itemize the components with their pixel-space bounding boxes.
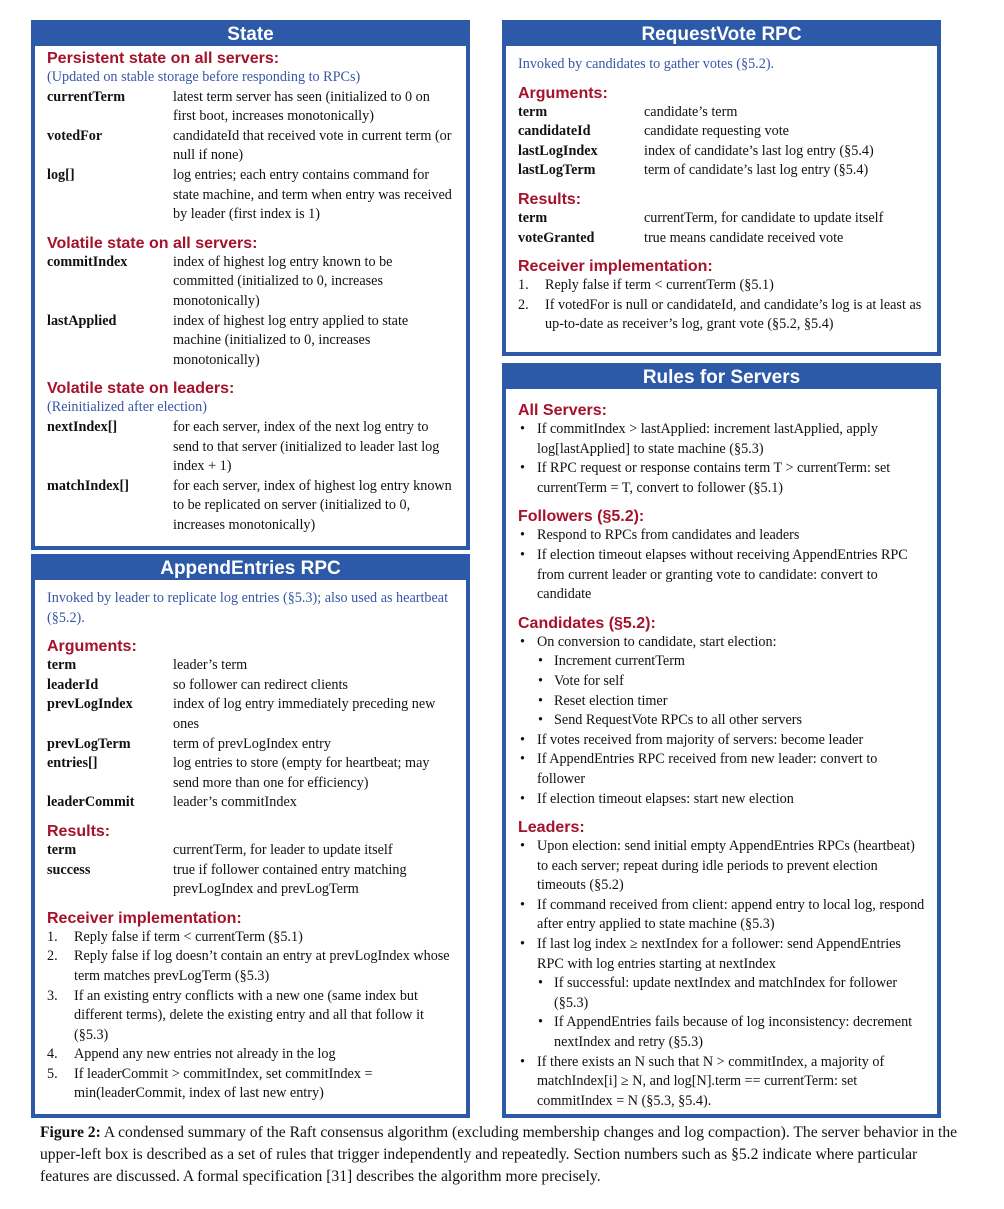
candidates-intro: On conversion to candidate, start election: (537, 633, 777, 650)
list-item (47, 1065, 456, 1104)
kv-value: for each server, index of highest log entry known to be replicated on server (initialized to 0, increases monotonically) (173, 477, 452, 533)
kv-value: currentTerm, for candidate to update itself (644, 209, 884, 226)
kv-row (47, 735, 456, 755)
kv-row (47, 127, 456, 166)
kv-key: term (47, 841, 77, 858)
kv-key: currentTerm (47, 88, 126, 105)
kv-key: matchIndex[] (47, 477, 129, 494)
kv-value: term of prevLogIndex entry (173, 735, 331, 752)
kv-key: lastApplied (47, 312, 117, 329)
persistent-heading: Persistent state on all servers: (47, 50, 280, 67)
list-item: • If votes received from majority of servers: become leader (518, 731, 927, 751)
item-text: If leaderCommit > commitIndex, set commitIndex = min(leaderCommit, index of last new entry) (74, 1065, 373, 1102)
item-number: 4. (47, 1046, 58, 1063)
kv-key: leaderCommit (47, 794, 135, 811)
kv-value: leader’s term (173, 657, 248, 674)
item-text: Reply false if term < currentTerm (§5.1) (545, 277, 774, 294)
kv-value: latest term server has seen (initialized to 0 on first boot, increases monotonically) (173, 88, 430, 125)
list-item: • Respond to RPCs from candidates and leaders (518, 526, 927, 546)
leaders-item-3: If last log index ≥ nextIndex for a follower: send AppendEntries RPC with log entries starting at nextIndex (537, 936, 901, 972)
list-item: • If commitIndex > lastApplied: increment lastApplied, apply log[lastApplied] to state machine (§5.3) (518, 420, 927, 459)
requestvote-desc: Invoked by candidates to gather votes (§5.2). (518, 56, 775, 72)
kv-row (47, 861, 456, 900)
kv-row (47, 477, 456, 536)
list-item: • Upon election: send initial empty AppendEntries RPCs (heartbeat) to each server; repeat during idle periods to prevent election timeouts (§5.2) (518, 837, 927, 896)
list-item (47, 947, 456, 986)
item-number: 2. (518, 296, 529, 313)
candidates-heading: Candidates (§5.2): (518, 614, 656, 632)
append-arguments-heading: Arguments: (47, 638, 137, 656)
list-item (518, 935, 927, 1053)
followers-list (518, 526, 927, 604)
list-item: • If AppendEntries RPC received from new leader: convert to follower (518, 750, 927, 789)
kv-key: candidateId (518, 123, 591, 140)
list-item (47, 928, 456, 948)
kv-key: prevLogIndex (47, 696, 133, 713)
list-item: • If successful: update nextIndex and matchIndex for follower (§5.3) (537, 974, 927, 1013)
list-item (518, 296, 927, 335)
requestvote-title: RequestVote RPC (506, 24, 937, 46)
leaders-list (518, 837, 927, 1111)
item-number: 2. (47, 948, 58, 965)
item-number: 1. (47, 928, 58, 945)
append-results-heading: Results: (47, 822, 111, 840)
kv-key: votedFor (47, 127, 103, 144)
item-text: Reply false if log doesn’t contain an entry at prevLogIndex whose term matches prevLogTerm (§5.3) (74, 948, 450, 984)
kv-row (518, 103, 927, 123)
leaders-sublist (537, 974, 927, 1052)
kv-value: so follower can redirect clients (173, 676, 348, 693)
kv-row (518, 229, 927, 249)
appendentries-box (31, 554, 470, 1118)
list-item: • If there exists an N such that N > commitIndex, a majority of matchIndex[i] ≥ N, and log[N].term == currentTerm: set commitIndex = N (§5.3, §5.4). (518, 1053, 927, 1112)
all-servers-list (518, 420, 927, 498)
list-item: • If command received from client: append entry to local log, respond after entry applied to state machine (§5.3) (518, 896, 927, 935)
append-receiver-heading: Receiver implementation: (47, 909, 242, 927)
kv-key: lastLogIndex (518, 142, 598, 159)
vote-receiver-list (518, 276, 927, 335)
append-receiver-list (47, 928, 456, 1104)
persistent-note: (Updated on stable storage before responding to RPCs) (47, 69, 361, 85)
kv-value: true means candidate received vote (644, 229, 844, 246)
kv-row (47, 166, 456, 225)
kv-value: for each server, index of the next log entry to send to that server (initialized to leader last log index + 1) (173, 418, 440, 475)
kv-row (47, 88, 456, 127)
kv-value: index of log entry immediately preceding new ones (173, 696, 436, 732)
kv-key: log[] (47, 166, 75, 183)
volatile-leaders-heading: Volatile state on leaders: (47, 380, 235, 398)
caption-label: Figure 2: (40, 1124, 101, 1141)
state-title: State (35, 24, 466, 46)
kv-key: lastLogTerm (518, 162, 596, 179)
figure-caption (40, 1122, 960, 1188)
item-number: 3. (47, 987, 58, 1004)
kv-key: leaderId (47, 676, 99, 693)
kv-key: term (518, 209, 548, 226)
requestvote-box (502, 20, 941, 356)
kv-row (47, 676, 456, 696)
kv-row (47, 312, 456, 371)
candidates-sublist (537, 652, 927, 730)
volatile-all-heading: Volatile state on all servers: (47, 234, 258, 252)
kv-row (47, 841, 456, 861)
rules-title: Rules for Servers (506, 367, 937, 389)
kv-value: candidate requesting vote (644, 123, 789, 140)
kv-key: term (518, 103, 548, 120)
list-item: • Send RequestVote RPCs to all other servers (537, 711, 927, 731)
kv-key: commitIndex (47, 253, 128, 270)
kv-row (47, 793, 456, 813)
kv-key: prevLogTerm (47, 735, 131, 752)
kv-row (518, 142, 927, 162)
list-item: • Reset election timer (537, 692, 927, 712)
kv-value: candidateId that received vote in current term (or null if none) (173, 127, 452, 164)
item-number: 5. (47, 1065, 58, 1082)
state-box (31, 20, 470, 550)
kv-row (518, 209, 927, 229)
kv-key: success (47, 861, 91, 878)
leaders-heading: Leaders: (518, 819, 585, 837)
kv-value: leader’s commitIndex (173, 794, 297, 811)
list-item: • If RPC request or response contains term T > currentTerm: set currentTerm = T, convert to follower (§5.1) (518, 459, 927, 498)
followers-heading: Followers (§5.2): (518, 508, 645, 526)
kv-key: nextIndex[] (47, 418, 118, 435)
item-number: 1. (518, 277, 529, 294)
list-item (518, 633, 927, 731)
kv-key: term (47, 657, 77, 674)
kv-key: voteGranted (518, 229, 595, 246)
vote-results-heading: Results: (518, 190, 582, 208)
item-text: If votedFor is null or candidateId, and candidate’s log is at least as up-to-date as receiver’s log, grant vote (§5.2, §5.4) (545, 296, 922, 333)
kv-value: true if follower contained entry matching prevLogIndex and prevLogTerm (173, 861, 407, 898)
rules-box (502, 363, 941, 1118)
candidates-list (518, 633, 927, 809)
item-text: If an existing entry conflicts with a new one (same index but different terms), delete the existing entry and all that follow it (§5.3) (74, 987, 424, 1043)
caption-text: A condensed summary of the Raft consensus algorithm (excluding membership changes and log compaction). The server behavior in the upper-left box is described as a set of rules that trigger independently and repeatedly. Section numbers such as §5.2 indicate where particular features are discussed. A formal specification [31] describes the algorithm more precisely. (40, 1124, 958, 1185)
list-item: • If AppendEntries fails because of log inconsistency: decrement nextIndex and retry (§5.3) (537, 1013, 927, 1052)
list-item: • Vote for self (537, 672, 927, 692)
list-item: • If election timeout elapses without receiving AppendEntries RPC from current leader or granting vote to candidate: convert to candidate (518, 546, 927, 605)
appendentries-title: AppendEntries RPC (35, 558, 466, 580)
kv-value: index of highest log entry known to be committed (initialized to 0, increases monotonically) (173, 253, 393, 309)
kv-row (47, 418, 456, 477)
kv-row (47, 695, 456, 734)
kv-row (47, 754, 456, 793)
list-item (47, 1045, 456, 1065)
vote-receiver-heading: Receiver implementation: (518, 258, 713, 276)
kv-row (518, 122, 927, 142)
kv-row (518, 161, 927, 181)
kv-row (47, 253, 456, 312)
list-item (47, 987, 456, 1046)
kv-value: index of highest log entry applied to state machine (initialized to 0, increases monotonically) (173, 312, 409, 368)
kv-value: index of candidate’s last log entry (§5.4) (644, 142, 874, 159)
vote-arguments-heading: Arguments: (518, 84, 608, 102)
kv-value: currentTerm, for leader to update itself (173, 841, 393, 858)
item-text: Append any new entries not already in the log (74, 1046, 336, 1063)
all-servers-heading: All Servers: (518, 402, 607, 419)
kv-value: candidate’s term (644, 103, 738, 120)
appendentries-desc: Invoked by leader to replicate log entries (§5.3); also used as heartbeat (§5.2). (47, 590, 449, 626)
list-item (518, 276, 927, 296)
list-item: • If election timeout elapses: start new election (518, 790, 927, 810)
kv-row (47, 656, 456, 676)
kv-value: log entries; each entry contains command for state machine, and term when entry was received by leader (first index is 1) (173, 166, 452, 223)
kv-value: term of candidate’s last log entry (§5.4) (644, 162, 869, 179)
item-text: Reply false if term < currentTerm (§5.1) (74, 928, 303, 945)
kv-key: entries[] (47, 755, 98, 772)
list-item: • Increment currentTerm (537, 652, 927, 672)
volatile-leaders-note: (Reinitialized after election) (47, 399, 207, 416)
kv-value: log entries to store (empty for heartbeat; may send more than one for efficiency) (173, 755, 430, 791)
